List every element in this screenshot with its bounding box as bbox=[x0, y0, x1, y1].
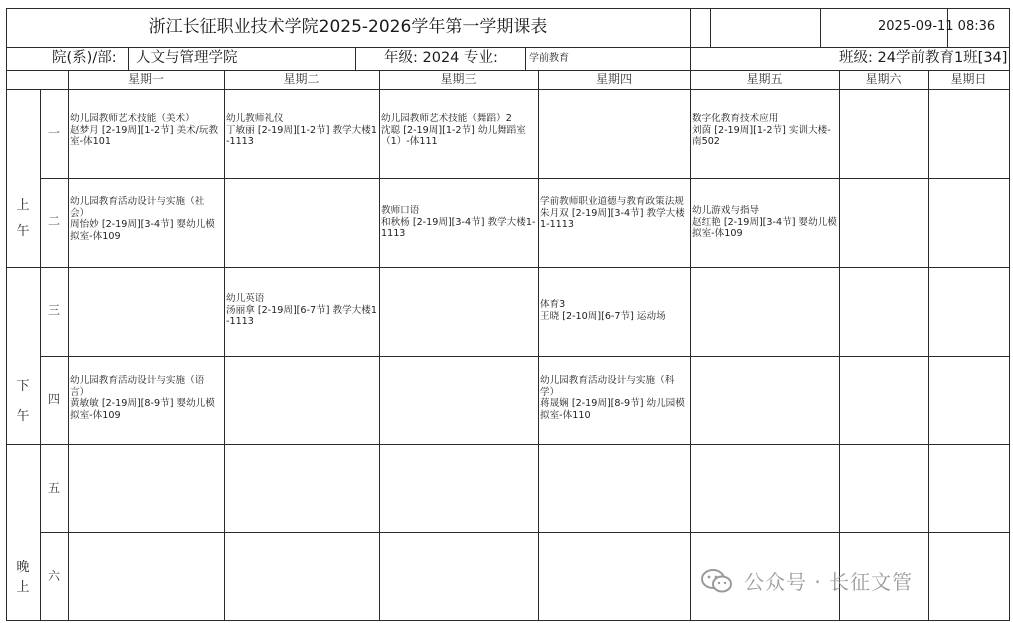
page-title: 浙江长征职业技术学院2025-2026学年第一学期课表 bbox=[148, 17, 548, 37]
grid-line bbox=[6, 47, 1009, 48]
course-cell[interactable]: 幼儿英语 汤丽拿 [2-19周][6-7节] 教学大楼1-1113 bbox=[226, 293, 377, 328]
day-header-thursday: 星期四 bbox=[595, 72, 632, 86]
day-header-wednesday: 星期三 bbox=[440, 72, 477, 86]
period-label-1: 一 bbox=[47, 126, 60, 140]
course-cell[interactable]: 幼儿园教育活动设计与实施（科学） 蒋晟娴 [2-19周][8-9节] 幼儿园模拟室-体110 bbox=[540, 375, 685, 422]
grid-line bbox=[690, 70, 691, 621]
grid-line bbox=[928, 70, 929, 621]
grid-line bbox=[68, 70, 69, 621]
department-label: 院(系)/部: bbox=[52, 50, 117, 66]
day-header-friday: 星期五 bbox=[746, 72, 783, 86]
grid-line bbox=[6, 444, 1009, 445]
watermark-text: 公众号 · 长征文管 bbox=[744, 570, 914, 594]
session-afternoon: 下 午 bbox=[16, 379, 30, 424]
grid-line bbox=[40, 532, 1009, 533]
grid-line bbox=[690, 8, 691, 47]
period-label-6: 六 bbox=[47, 569, 60, 583]
grid-line bbox=[525, 47, 526, 70]
grid-line bbox=[40, 356, 1009, 357]
session-evening: 晚 上 bbox=[16, 560, 30, 595]
course-cell[interactable]: 体育3 王晓 [2-10周][6-7节] 运动场 bbox=[540, 299, 666, 322]
grid-line bbox=[6, 267, 1009, 268]
period-label-5: 五 bbox=[47, 481, 60, 495]
grid-line bbox=[6, 620, 1009, 621]
grid-line bbox=[6, 70, 1009, 71]
course-cell[interactable]: 幼儿园教师艺术技能（舞蹈）2 沈聪 [2-19周][1-2节] 幼儿舞蹈室（1）-体111 bbox=[381, 113, 526, 148]
grid-line bbox=[1009, 8, 1010, 621]
course-cell[interactable]: 幼儿园教育活动设计与实施（社会） 周怡妙 [2-19周][3-4节] 婴幼儿模拟室-体109 bbox=[70, 196, 215, 243]
major-value: 学前教育 bbox=[529, 53, 569, 64]
wechat-icon bbox=[700, 568, 734, 594]
course-cell[interactable]: 数字化教育技术应用 刘茵 [2-19周][1-2节] 实训大楼-南502 bbox=[692, 113, 831, 148]
grade-info: 年级: 2024 bbox=[384, 50, 460, 66]
grid-line bbox=[820, 8, 821, 47]
grid-line bbox=[710, 8, 711, 47]
course-cell[interactable]: 幼儿园教育活动设计与实施（语言） 黄敏敏 [2-19周][8-9节] 婴幼儿模拟室-体109 bbox=[70, 375, 215, 422]
watermark bbox=[700, 562, 1000, 602]
department-value: 人文与管理学院 bbox=[136, 50, 238, 66]
course-cell[interactable]: 学前教师职业道德与教育政策法规 朱月双 [2-19周][3-4节] 教学大楼1-1113 bbox=[540, 196, 685, 231]
period-label-3: 三 bbox=[47, 303, 60, 317]
grid-line bbox=[690, 47, 691, 70]
grid-line bbox=[6, 89, 1009, 90]
day-header-saturday: 星期六 bbox=[865, 72, 902, 86]
grid-line bbox=[6, 8, 1009, 9]
grid-line bbox=[40, 89, 41, 621]
course-cell[interactable]: 幼儿园教师艺术技能（美术） 赵梦月 [2-19周][1-2节] 美术/玩教室-体101 bbox=[70, 113, 219, 148]
period-label-4: 四 bbox=[47, 392, 60, 406]
day-header-tuesday: 星期二 bbox=[283, 72, 320, 86]
course-cell[interactable]: 教师口语 和秋杨 [2-19周][3-4节] 教学大楼1-1113 bbox=[381, 205, 536, 240]
day-header-sunday: 星期日 bbox=[950, 72, 987, 86]
grid-line bbox=[355, 47, 356, 70]
session-morning: 上 午 bbox=[16, 198, 30, 239]
grid-line bbox=[839, 70, 840, 621]
day-header-monday: 星期一 bbox=[127, 72, 164, 86]
course-cell[interactable]: 幼儿游戏与指导 赵红艳 [2-19周][3-4节] 婴幼儿模拟室-体109 bbox=[692, 205, 837, 240]
grid-line bbox=[6, 8, 7, 621]
period-label-2: 二 bbox=[47, 214, 60, 228]
major-label: 专业: bbox=[464, 50, 498, 66]
print-datetime: 2025-09-11 08:36 bbox=[878, 19, 996, 34]
grid-line bbox=[538, 70, 539, 621]
grid-line bbox=[224, 70, 225, 621]
course-cell[interactable]: 幼儿教师礼仪 丁敏丽 [2-19周][1-2节] 教学大楼1-1113 bbox=[226, 113, 377, 148]
grid-line bbox=[128, 47, 129, 70]
grid-line bbox=[40, 178, 1009, 179]
grid-line bbox=[379, 70, 380, 621]
class-info: 班级: 24学前教育1班[34] bbox=[839, 50, 1008, 66]
